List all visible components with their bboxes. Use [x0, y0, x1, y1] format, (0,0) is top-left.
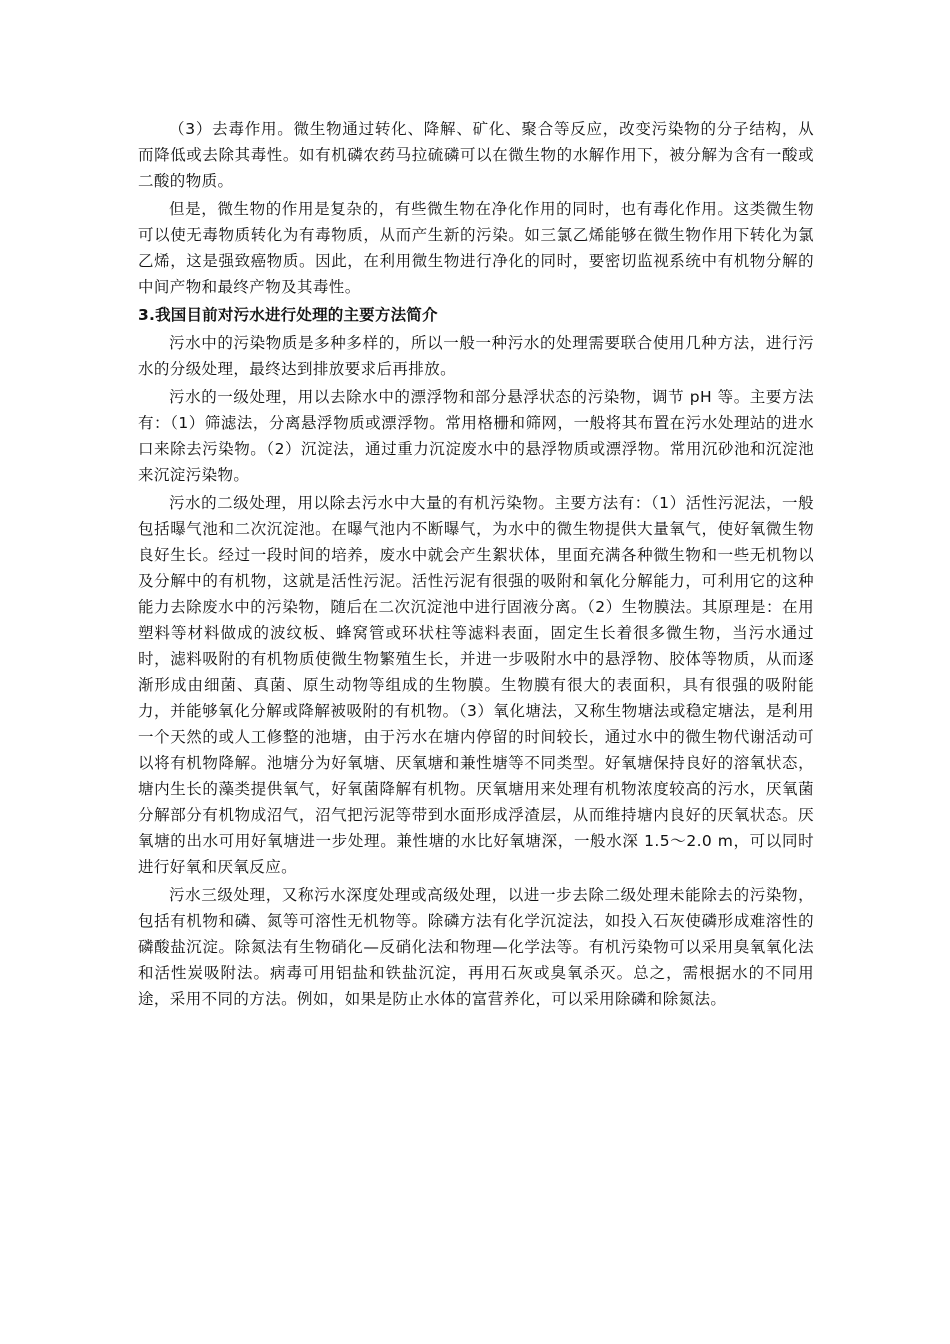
paragraph-primary-treatment: 污水的一级处理，用以去除水中的漂浮物和部分悬浮状态的污染物，调节 pH 等。主要方法有：（1）筛滤法，分离悬浮物质或漂浮物。常用格栅和筛网，一般将其布置在污水处理站的进水口来除去污染物。（2）沉淀法，通过重力沉淀废水中的悬浮物质或漂浮物。常用沉砂池和沉淀池来沉淀污染物。	[138, 388, 814, 484]
section-heading-treatment-methods: 3.我国目前对污水进行处理的主要方法简介	[138, 306, 438, 324]
paragraph-detoxification: （3）去毒作用。微生物通过转化、降解、矿化、聚合等反应，改变污染物的分子结构，从而降低或去除其毒性。如有机磷农药马拉硫磷可以在微生物的水解作用下，被分解为含有一酸或二酸的物质。	[138, 120, 814, 190]
paragraph-secondary-treatment: 污水的二级处理，用以除去污水中大量的有机污染物。主要方法有：（1）活性污泥法，一般包括曝气池和二次沉淀池。在曝气池内不断曝气，为水中的微生物提供大量氧气，使好氧微生物良好生长。经过一段时间的培养，废水中就会产生絮状体，里面充满各种微生物和一些无机物以及分解中的有机物，这就是活性污泥。活性污泥有很强的吸附和氧化分解能力，可利用它的这种能力去除废水中的污染物，随后在二次沉淀池中进行固液分离。（2）生物膜法。其原理是：在用塑料等材料做成的波纹板、蜂窝管或环状柱等滤料表面，固定生长着很多微生物，当污水通过时，滤料吸附的有机物质使微生物繁殖生长，并进一步吸附水中的悬浮物、胶体等物质，从而逐渐形成由细菌、真菌、原生动物等组成的生物膜。生物膜有很大的表面积，具有很强的吸附能力，并能够氧化分解或降解被吸附的有机物。（3）氧化塘法，又称生物塘法或稳定塘法，是利用一个天然的或人工修整的池塘，由于污水在塘内停留的时间较长，通过水中的微生物代谢活动可以将有机物降解。池塘分为好氧塘、厌氧塘和兼性塘等不同类型。好氧塘保持良好的溶氧状态，塘内生长的藻类提供氧气，好氧菌降解有机物。厌氧塘用来处理有机物浓度较高的污水，厌氧菌分解部分有机物成沼气，沼气把污泥等带到水面形成浮渣层，从而维持塘内良好的厌氧状态。厌氧塘的出水可用好氧塘进一步处理。兼性塘的水比好氧塘深，一般水深 1.5～2.0 m，可以同时进行好氧和厌氧反应。	[138, 494, 814, 876]
document-page	[138, 116, 814, 1014]
paragraph-tertiary-treatment: 污水三级处理，又称污水深度处理或高级处理，以进一步去除二级处理未能除去的污染物，包括有机物和磷、氮等可溶性无机物等。除磷方法有化学沉淀法，如投入石灰使磷形成难溶性的磷酸盐沉淀。除氮法有生物硝化—反硝化法和物理—化学法等。有机污染物可以采用臭氧氧化法和活性炭吸附法。病毒可用铝盐和铁盐沉淀，再用石灰或臭氧杀灭。总之，需根据水的不同用途，采用不同的方法。例如，如果是防止水体的富营养化，可以采用除磷和除氮法。	[138, 886, 814, 1008]
paragraph-toxification-caution: 但是，微生物的作用是复杂的，有些微生物在净化作用的同时，也有毒化作用。这类微生物可以使无毒物质转化为有毒物质，从而产生新的污染。如三氯乙烯能够在微生物作用下转化为氯乙烯，这是强致癌物质。因此，在利用微生物进行净化的同时，要密切监视系统中有机物分解的中间产物和最终产物及其毒性。	[138, 200, 814, 296]
paragraph-treatment-intro: 污水中的污染物质是多种多样的，所以一般一种污水的处理需要联合使用几种方法，进行污水的分级处理，最终达到排放要求后再排放。	[138, 334, 814, 378]
